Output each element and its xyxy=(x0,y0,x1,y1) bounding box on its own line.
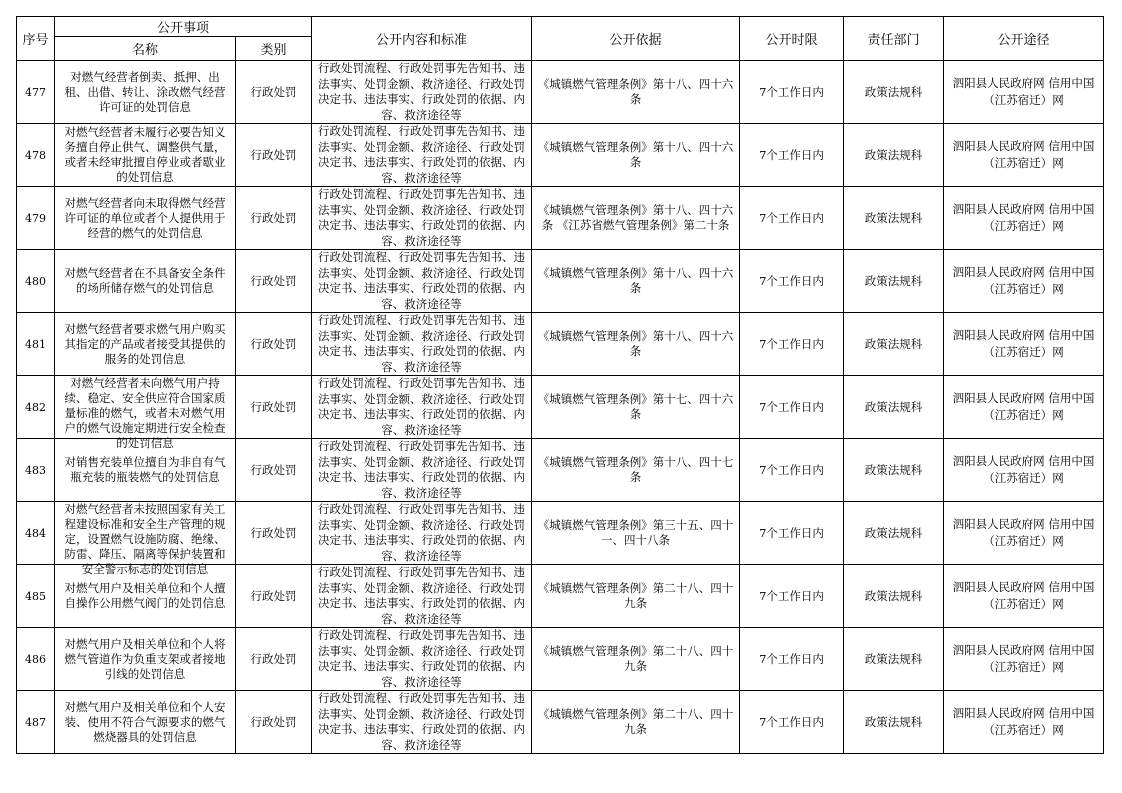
cell-department-text: 政策法规科 xyxy=(864,525,923,540)
cell-name xyxy=(55,124,236,187)
cell-name-text: 对燃气经营者未向燃气用户持续、稳定、安全供应符合国家质量标准的燃气，或者未对燃气用户的燃气设施定期进行安全检查的处罚信息 xyxy=(64,376,226,450)
cell-channel xyxy=(944,439,1104,502)
cell-time-limit xyxy=(740,187,844,250)
cell-department-text: 政策法规科 xyxy=(864,399,923,414)
cell-seq xyxy=(17,61,55,124)
cell-category-text: 行政处罚 xyxy=(250,651,297,666)
cell-department-text: 政策法规科 xyxy=(864,84,923,99)
cell-department xyxy=(844,376,944,439)
cell-content-text: 行政处罚流程、行政处罚事先告知书、违法事实、处罚金额、救济途径、行政处罚决定书、违法事实、行政处罚的依据、内容、救济途径等 xyxy=(318,502,525,563)
cell-channel-text: 泗阳县人民政府网 信用中国（江苏宿迁）网 xyxy=(952,517,1095,548)
cell-category xyxy=(236,439,312,502)
cell-category-text: 行政处罚 xyxy=(250,462,297,477)
table-row xyxy=(17,61,1104,124)
cell-seq-text: 479 xyxy=(25,211,46,225)
cell-basis xyxy=(532,628,740,691)
cell-basis-text: 《城镇燃气管理条例》第二十八、四十九条 xyxy=(537,644,734,673)
disclosure-table-page xyxy=(16,16,1104,754)
cell-department-text: 政策法规科 xyxy=(864,462,923,477)
cell-channel xyxy=(944,61,1104,124)
cell-category xyxy=(236,628,312,691)
cell-seq-text: 477 xyxy=(25,85,46,99)
cell-seq xyxy=(17,250,55,313)
cell-seq xyxy=(17,187,55,250)
header-category: 类别 xyxy=(236,37,312,61)
cell-seq xyxy=(17,313,55,376)
header-time-limit: 公开时限 xyxy=(740,17,844,61)
header-name: 名称 xyxy=(55,37,236,61)
cell-category-text: 行政处罚 xyxy=(250,525,297,540)
cell-content-text: 行政处罚流程、行政处罚事先告知书、违法事实、处罚金额、救济途径、行政处罚决定书、违法事实、行政处罚的依据、内容、救济途径等 xyxy=(318,187,525,248)
cell-content xyxy=(312,313,532,376)
cell-category-text: 行政处罚 xyxy=(250,147,297,162)
cell-department xyxy=(844,439,944,502)
cell-basis xyxy=(532,61,740,124)
cell-seq-text: 484 xyxy=(25,526,46,540)
cell-seq-text: 487 xyxy=(25,715,46,729)
cell-department-text: 政策法规科 xyxy=(864,651,923,666)
cell-department-text: 政策法规科 xyxy=(864,714,923,729)
cell-seq xyxy=(17,628,55,691)
cell-name xyxy=(55,187,236,250)
cell-channel-text: 泗阳县人民政府网 信用中国（江苏宿迁）网 xyxy=(952,706,1095,737)
cell-department-text: 政策法规科 xyxy=(864,588,923,603)
cell-channel xyxy=(944,628,1104,691)
cell-seq xyxy=(17,565,55,628)
cell-category xyxy=(236,565,312,628)
cell-time-limit-text: 7个工作日内 xyxy=(759,525,824,540)
cell-content xyxy=(312,691,532,754)
cell-channel-text: 泗阳县人民政府网 信用中国（江苏宿迁）网 xyxy=(952,76,1095,107)
cell-channel-text: 泗阳县人民政府网 信用中国（江苏宿迁）网 xyxy=(952,328,1095,359)
cell-seq xyxy=(17,376,55,439)
cell-time-limit-text: 7个工作日内 xyxy=(759,651,824,666)
disclosure-table xyxy=(16,16,1104,754)
cell-department xyxy=(844,61,944,124)
cell-channel-text: 泗阳县人民政府网 信用中国（江苏宿迁）网 xyxy=(952,139,1095,170)
cell-department-text: 政策法规科 xyxy=(864,147,923,162)
cell-content xyxy=(312,187,532,250)
cell-name-text: 对燃气用户及相关单位和个人擅自操作公用燃气阀门的处罚信息 xyxy=(64,581,226,610)
cell-basis-text: 《城镇燃气管理条例》第十八、四十六条 xyxy=(537,266,734,295)
cell-time-limit xyxy=(740,376,844,439)
cell-category xyxy=(236,376,312,439)
cell-basis-text: 《城镇燃气管理条例》第十八、四十六条 xyxy=(537,140,734,169)
cell-time-limit-text: 7个工作日内 xyxy=(759,462,824,477)
cell-channel-text: 泗阳县人民政府网 信用中国（江苏宿迁）网 xyxy=(952,454,1095,485)
cell-category-text: 行政处罚 xyxy=(250,399,297,414)
cell-department xyxy=(844,565,944,628)
cell-seq xyxy=(17,691,55,754)
cell-department xyxy=(844,691,944,754)
cell-name-text: 对燃气经营者未履行必要告知义务擅自停止供气、调整供气量，或者未经审批擅自停业或者歇业的处罚信息 xyxy=(64,125,226,184)
cell-content-text: 行政处罚流程、行政处罚事先告知书、违法事实、处罚金额、救济途径、行政处罚决定书、违法事实、行政处罚的依据、内容、救济途径等 xyxy=(318,124,525,185)
cell-basis-text: 《城镇燃气管理条例》第十八、四十六条 xyxy=(537,329,734,358)
header-content: 公开内容和标准 xyxy=(312,17,532,61)
cell-name xyxy=(55,691,236,754)
cell-time-limit xyxy=(740,439,844,502)
cell-channel xyxy=(944,565,1104,628)
cell-content-text: 行政处罚流程、行政处罚事先告知书、违法事实、处罚金额、救济途径、行政处罚决定书、违法事实、行政处罚的依据、内容、救济途径等 xyxy=(318,691,525,752)
cell-name-text: 对燃气用户及相关单位和个人将燃气管道作为负重支架或者接地引线的处罚信息 xyxy=(64,636,226,681)
header-seq: 序号 xyxy=(17,17,55,61)
table-row xyxy=(17,376,1104,439)
cell-seq-text: 480 xyxy=(25,274,46,288)
cell-department xyxy=(844,313,944,376)
cell-content-text: 行政处罚流程、行政处罚事先告知书、违法事实、处罚金额、救济途径、行政处罚决定书、违法事实、行政处罚的依据、内容、救济途径等 xyxy=(318,376,525,437)
table-header xyxy=(17,17,1104,61)
cell-time-limit-text: 7个工作日内 xyxy=(759,147,824,162)
cell-seq xyxy=(17,502,55,565)
cell-category xyxy=(236,250,312,313)
cell-basis xyxy=(532,376,740,439)
cell-channel-text: 泗阳县人民政府网 信用中国（江苏宿迁）网 xyxy=(952,265,1095,296)
cell-name-text: 对燃气用户及相关单位和个人安装、使用不符合气源要求的燃气燃烧器具的处罚信息 xyxy=(64,699,226,744)
cell-basis xyxy=(532,124,740,187)
cell-seq-text: 486 xyxy=(25,652,46,666)
cell-seq-text: 483 xyxy=(25,463,46,477)
cell-department-text: 政策法规科 xyxy=(864,210,923,225)
cell-basis xyxy=(532,439,740,502)
cell-content xyxy=(312,376,532,439)
cell-channel xyxy=(944,124,1104,187)
cell-name xyxy=(55,628,236,691)
table-row xyxy=(17,313,1104,376)
cell-seq-text: 481 xyxy=(25,337,46,351)
cell-time-limit xyxy=(740,628,844,691)
cell-category xyxy=(236,124,312,187)
cell-seq-text: 482 xyxy=(25,400,46,414)
header-basis: 公开依据 xyxy=(532,17,740,61)
table-row xyxy=(17,628,1104,691)
table-row xyxy=(17,124,1104,187)
cell-department-text: 政策法规科 xyxy=(864,273,923,288)
cell-channel xyxy=(944,250,1104,313)
cell-content xyxy=(312,502,532,565)
cell-basis xyxy=(532,691,740,754)
cell-category xyxy=(236,187,312,250)
cell-content-text: 行政处罚流程、行政处罚事先告知书、违法事实、处罚金额、救济途径、行政处罚决定书、违法事实、行政处罚的依据、内容、救济途径等 xyxy=(318,565,525,626)
cell-category xyxy=(236,61,312,124)
cell-time-limit-text: 7个工作日内 xyxy=(759,714,824,729)
cell-name-text: 对销售充装单位擅自为非自有气瓶充装的瓶装燃气的处罚信息 xyxy=(64,455,226,484)
cell-name xyxy=(55,250,236,313)
cell-content xyxy=(312,439,532,502)
cell-category xyxy=(236,313,312,376)
cell-time-limit-text: 7个工作日内 xyxy=(759,336,824,351)
cell-content xyxy=(312,124,532,187)
cell-department xyxy=(844,628,944,691)
cell-channel xyxy=(944,502,1104,565)
cell-department xyxy=(844,187,944,250)
table-row xyxy=(17,691,1104,754)
cell-time-limit xyxy=(740,565,844,628)
cell-channel xyxy=(944,187,1104,250)
cell-content-text: 行政处罚流程、行政处罚事先告知书、违法事实、处罚金额、救济途径、行政处罚决定书、违法事实、行政处罚的依据、内容、救济途径等 xyxy=(318,61,525,122)
cell-content-text: 行政处罚流程、行政处罚事先告知书、违法事实、处罚金额、救济途径、行政处罚决定书、违法事实、行政处罚的依据、内容、救济途径等 xyxy=(318,250,525,311)
cell-basis xyxy=(532,187,740,250)
header-department: 责任部门 xyxy=(844,17,944,61)
cell-channel-text: 泗阳县人民政府网 信用中国（江苏宿迁）网 xyxy=(952,580,1095,611)
cell-department xyxy=(844,124,944,187)
cell-name xyxy=(55,61,236,124)
cell-content xyxy=(312,61,532,124)
table-row xyxy=(17,250,1104,313)
cell-basis-text: 《城镇燃气管理条例》第十八、四十七条 xyxy=(537,455,734,484)
cell-seq-text: 478 xyxy=(25,148,46,162)
cell-basis-text: 《城镇燃气管理条例》第十八、四十六条 《江苏省燃气管理条例》第二十条 xyxy=(537,203,734,232)
cell-time-limit xyxy=(740,313,844,376)
cell-seq xyxy=(17,439,55,502)
cell-basis xyxy=(532,565,740,628)
cell-time-limit xyxy=(740,61,844,124)
cell-channel-text: 泗阳县人民政府网 信用中国（江苏宿迁）网 xyxy=(952,391,1095,422)
cell-time-limit-text: 7个工作日内 xyxy=(759,588,824,603)
cell-name-text: 对燃气经营者向未取得燃气经营许可证的单位或者个人提供用于经营的燃气的处罚信息 xyxy=(64,195,226,240)
header-item-group: 公开事项 xyxy=(55,17,312,37)
cell-name-text: 对燃气经营者在不具备安全条件的场所储存燃气的处罚信息 xyxy=(64,266,226,295)
cell-content-text: 行政处罚流程、行政处罚事先告知书、违法事实、处罚金额、救济途径、行政处罚决定书、违法事实、行政处罚的依据、内容、救济途径等 xyxy=(318,439,525,500)
cell-name xyxy=(55,376,236,450)
cell-basis-text: 《城镇燃气管理条例》第十七、四十六条 xyxy=(537,392,734,421)
cell-category-text: 行政处罚 xyxy=(250,336,297,351)
table-row xyxy=(17,502,1104,565)
cell-channel xyxy=(944,376,1104,439)
cell-content-text: 行政处罚流程、行政处罚事先告知书、违法事实、处罚金额、救济途径、行政处罚决定书、违法事实、行政处罚的依据、内容、救济途径等 xyxy=(318,628,525,689)
cell-department xyxy=(844,250,944,313)
cell-basis xyxy=(532,313,740,376)
cell-time-limit-text: 7个工作日内 xyxy=(759,399,824,414)
cell-category-text: 行政处罚 xyxy=(250,588,297,603)
cell-name-text: 对燃气经营者要求燃气用户购买其指定的产品或者接受其提供的服务的处罚信息 xyxy=(64,321,226,366)
cell-content xyxy=(312,628,532,691)
cell-time-limit xyxy=(740,502,844,565)
cell-channel-text: 泗阳县人民政府网 信用中国（江苏宿迁）网 xyxy=(952,643,1095,674)
cell-basis xyxy=(532,250,740,313)
cell-basis-text: 《城镇燃气管理条例》第三十五、四十一、四十八条 xyxy=(537,518,734,547)
cell-time-limit-text: 7个工作日内 xyxy=(759,84,824,99)
cell-channel-text: 泗阳县人民政府网 信用中国（江苏宿迁）网 xyxy=(952,202,1095,233)
cell-category-text: 行政处罚 xyxy=(250,273,297,288)
cell-category-text: 行政处罚 xyxy=(250,210,297,225)
cell-content-text: 行政处罚流程、行政处罚事先告知书、违法事实、处罚金额、救济途径、行政处罚决定书、违法事实、行政处罚的依据、内容、救济途径等 xyxy=(318,313,525,374)
cell-department-text: 政策法规科 xyxy=(864,336,923,351)
cell-seq-text: 485 xyxy=(25,589,46,603)
cell-time-limit-text: 7个工作日内 xyxy=(759,273,824,288)
cell-category xyxy=(236,502,312,565)
cell-name-text: 对燃气经营者倒卖、抵押、出租、出借、转让、涂改燃气经营许可证的处罚信息 xyxy=(64,69,226,114)
cell-basis-text: 《城镇燃气管理条例》第十八、四十六条 xyxy=(537,77,734,106)
header-channel: 公开途径 xyxy=(944,17,1104,61)
cell-time-limit-text: 7个工作日内 xyxy=(759,210,824,225)
cell-basis-text: 《城镇燃气管理条例》第二十八、四十九条 xyxy=(537,581,734,610)
cell-time-limit xyxy=(740,691,844,754)
cell-channel xyxy=(944,313,1104,376)
table-row xyxy=(17,187,1104,250)
cell-seq xyxy=(17,124,55,187)
cell-time-limit xyxy=(740,124,844,187)
cell-category-text: 行政处罚 xyxy=(250,714,297,729)
cell-channel xyxy=(944,691,1104,754)
cell-category-text: 行政处罚 xyxy=(250,84,297,99)
cell-department xyxy=(844,502,944,565)
table-body xyxy=(17,61,1104,754)
cell-name-text: 对燃气经营者未按照国家有关工程建设标准和安全生产管理的规定，设置燃气设施防腐、绝缘、防雷、降压、隔离等保护装置和安全警示标志的处罚信息 xyxy=(64,502,226,576)
cell-name xyxy=(55,502,236,576)
cell-basis xyxy=(532,502,740,565)
cell-time-limit xyxy=(740,250,844,313)
cell-category xyxy=(236,691,312,754)
cell-content xyxy=(312,250,532,313)
cell-content xyxy=(312,565,532,628)
table-row xyxy=(17,439,1104,502)
cell-name xyxy=(55,313,236,376)
cell-basis-text: 《城镇燃气管理条例》第二十八、四十九条 xyxy=(537,707,734,736)
